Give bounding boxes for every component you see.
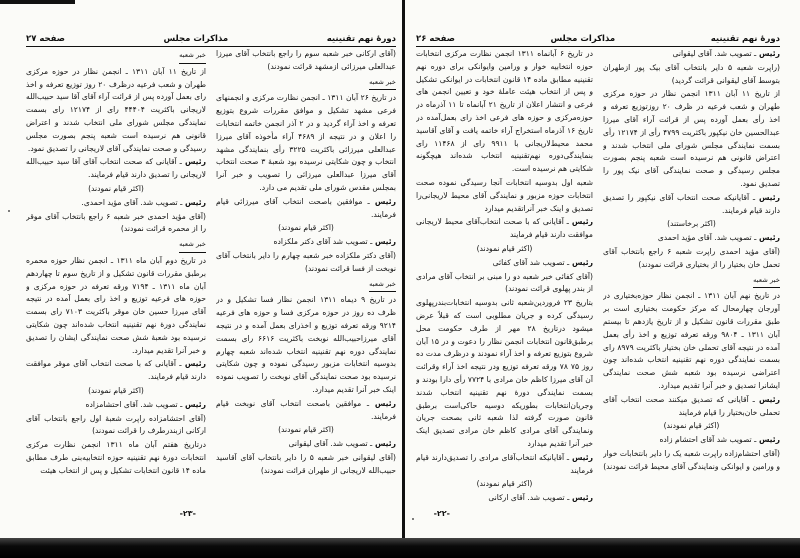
speaker-name: رئیس: [755, 192, 780, 202]
speaker-name: رئیس: [182, 197, 206, 207]
paragraph: (آقای احتشامزاده راپرت شعبهٔ اول راجع بانتخاب آقای ارکانی ازبندرطرف را قرائت نمودند): [26, 413, 206, 436]
vote-result: (اکثر قیام نمودند): [278, 223, 334, 233]
session-period: دورهٔ نهم تقنینیه: [710, 34, 780, 44]
chair-remark: رئیس ـ موافقین باصحت انتخاب آقای میرزائی قیام فرمایند.: [216, 196, 396, 219]
vote-result: (اکثر قیام نمودند): [88, 183, 144, 193]
journal-title: مذاکرات مجلس: [550, 34, 616, 44]
chair-remark: رئیس ـ تصویب شد آقای کفائی: [492, 257, 593, 267]
speaker-name: رئیس: [181, 157, 206, 167]
paragraph: در تاریخ ۹ دیماه ۱۳۱۱ انجمن نظار فسا تشکیل و در ظرف ده روز در حوزه مرکزی فسا و حوزه های فرعیه ۹۲۱۴ ورقه تعرفه توزیع و اخذرای بعمل آمده و در نتیجه آقای میرزاحبیب‌الله نوبخت باکثریت ۶۶۱۶ رای بسمت نمایندگی دوره نهم تقنینیه انتخاب شده‌اند شعبه چهارم بدوسیه انتخابات مزبور رسیدگی نموده و چون شکایتی نرسیده بود صحت نمایندگی آقای نوبخت را تصویب نموده اینک خبر آنرا تقدیم میدارد.: [216, 295, 396, 394]
page-label: صفحه ۲۶: [416, 34, 455, 44]
chair-remark: رئیس ـ تصویب شد. آقای مؤید احمدی.: [81, 197, 206, 207]
vote-result: (اکثر قیام نمودند): [476, 243, 533, 253]
paragraph: در تاریخ ۶ آبانماه ۱۳۱۱ انجمن نظارت مرکزی انتخابات حوزه انتخابیه خوار و ورامین وایوانکی برای دوره نهم تقنینیه مطابق ماده ۱۴ قانون انتخابات در ایوانکی تشکیل و پس از انتخاب هیئت عاملهٔ خود و تعیین انجمن های فرعی و انتشار اعلان از تاریخ ۲۱ آبانماه تا ۱۱ آذرماه در حوزه‌مرکزی و حوزه های فرعی اخذ رای بعمل‌آمده در تاریخ ۱۶ آذرماه استخراج آراء خاتمه یافت و آقای آقاسید محمد محیط‌لاریجانی با ۹۹۱۱ رای از ۱۱۴۶۸ رای بنمایندگی‌دوره نهم‌تقنینیه انتخاب شده‌اند هیچگونه شکایتی هم نرسیده است.: [416, 49, 593, 174]
paragraph: بتاریخ ۲۳ فروردین‌شعبه ثانی بدوسیه انتخابات‌بندرپهلوی رسیدگی کرده و جریان مطلوبی است که قبلاً عرض میشود درتاریخ ۲۸ مهر از طرف حکومت محل برطبق‌قانون انتخابات انجمن نظار را دعوت و در ۱۵ آبان شروع بتوزیع تعرفه و اخذ آراء نمودند و درظرف مدت ده روز ۷۵ ۷۸ ورقه تعرفه توزیع ودر نتیجه اخذ آراء وقرائت آن آقای میرزا کاظم خان مرادی با ۷۷۲۴ رأی دارا بودند و بسمت نمایندگی دورهٔ نهم تقنینیه انتخاب شدند وجریان‌انتخابات بطوریکه دوسیه حاکی‌است برطبق قانون صورت گرفته لذا شعبه ثانی بصحت جریان ونمایندگی آقای مرادی کاظم خان مرادی تصدیق اینک خبر آنرا تقدیم میدارد: [416, 298, 593, 448]
paragraph: در تاریخ دوم آبان ماه ۱۳۱۱ ـ انجمن نظار حوزه محمره برطبق مقررات قانون تشکیل و از تاریخ سوم تا چهاردهم آبان ماه ۱۳۱۱ ـ ۷۱۹۴ ورقه تعرفه در حوزه مرکزی و حوزه های فرعیه توزیع و اخذ رای بعمل آمده در نتیجه آقای میرزا حسین خان موقر باکثریت ۷۱۰۳ رای بسمت نمایندگی دورهٔ نهم تقنینیه انتخاب شده‌اند چون شکایتی نرسیده بود شعبهٔ شش صحت نمایندگی ایشان را تصدیق و خبر آنرا تقدیم میدارد.: [26, 255, 206, 355]
book-gutter: [402, 0, 405, 538]
paragraph: در تاریخ نهم آبان ۱۳۱۱ ـ انجمن نظار حوزه‌بختیاری در آورجان چهارمحال که مرکز حکومت بختیاری است بر طبق مقررات قانون تشکیل و از تاریخ یازدهم تا بیستم آبان ۱۳۱۱ ـ ۹۸۰۴ ورقه تعرفه توزیع و اخذ رأی بعمل آمده در نتیجه آقای تحملی خان بختیار باکثریت ۸۹۷۹ رای بسمت نمایندگی دوره نهم تقنینیه انتخاب شده‌اند چون اعتراضی نرسیده بود شعبه شش صحت نمایندگی ایشانرا تصدیق و خبر آنرا تقدیم میدارد.: [603, 291, 780, 390]
paragraph: درتاریخ هفتم آبان ماه ۱۳۱۱ انجمن نظارت مرکزی انتخابات دورهٔ نهم تقنینیه حوزه انتخابیه‌بنی طرف مطابق ماده ۱۴ قانون انتخابات تشکیل و پس از انتخاب هیئت: [26, 440, 206, 475]
speaker-name: رئیس: [756, 435, 780, 445]
section-subheading: خبر شعبه: [179, 49, 206, 64]
section-subheading: خبر شعبه: [369, 76, 396, 91]
chair-remark: رئیس ـ آقایانیکه صحت انتخاب آقای نیکپور را تصدیق دارند قیام فرمایند.: [603, 192, 780, 215]
right-page-columns: [416, 48, 780, 524]
left-page: [18, 0, 396, 538]
left-page-col-right: [216, 48, 396, 524]
paragraph: از تاریخ ۱۱ آبان ۱۳۱۱ ـ انجمن نظار در حوزه مرکزی طهران و شعب فرعیه درظرف ۲۰ روز توزیع تعرفه و اخذ رای بعمل آورده پس از قرائت آراء آقای آقا سید حبیب‌الله لاریجانی باکثریت ۴۴۴۰۴ رای از ۱۲۱۷۴ رای بسمت نمایندگی مجلس شورای ملی انتخاب شدند و اعتراض قانونی هم نرسیده است شعبه پنجم بصورت مجلس رسیدگی و صحت نمایندگی آقای لاریجانی را تصدیق نمود.: [26, 66, 206, 153]
paragraph: (آقای احتشام‌زاده راپرت شعبه یک را دایر بانتخابات خوار و ورامین و ایوانکی ونمایندگی آقای محیط قرائت نمودند): [603, 448, 780, 471]
right-page: [408, 0, 780, 538]
chair-remark: رئیس ـ موافقین باصحت انتخاب آقای نوبخت قیام فرمایند.: [216, 398, 396, 421]
speaker-name: رئیس: [756, 233, 780, 243]
right-page-col-left: [416, 48, 593, 524]
paragraph: (آقای کفائی خبر شعبه دو را مبنی بر انتخاب آقای مرادی از بندر پهلوی قرائت نمودند): [416, 271, 593, 294]
chair-remark: رئیس ـ آقایانی که تصدیق میکنند صحت انتخاب آقای تحملی خان‌بختیار را قیام فرمایند: [603, 394, 780, 417]
paragraph: (آقای دکتر ملکزاده خبر شعبه چهارم را دایر بانتخاب آقای نوبخت از فسا قرائت نمودند): [216, 250, 396, 273]
chair-remark: رئیس ـ آقایانی که با صحت انتخاب آقای موقر موافقت دارند قیام فرمایند.: [26, 359, 206, 382]
paragraph: در تاریخ ۲۶ آبان ۱۳۱۱ ـ انجمن نظارت مرکزی و انجمنهای فرعی مشهد تشکیل و موافق مقررات شروع بتوزیع تعرفه و اخذ آراء گردید و در ۲ آذر انجمن خاتمه انتخابات را اعلان و در نتیجه از ۴۶۸۹ آراء مأخوذه آقای میرزا عبدالعلی میرزائی باکثریت ۳۲۲۵ رأی بنمایندگی مشهد انتخاب و چون شکایتی نرسیده بود شعبهٔ ۳ صحت انتخاب آقای میرزا عبدالعلی میرزائی را تصویب و خبر آنرا بمجلس مقدس شورای ملی تقدیم می دارد.: [216, 93, 396, 192]
page-number: -۲۲-: [433, 509, 450, 518]
speaker-name: رئیس: [569, 493, 593, 503]
left-page-header: [26, 30, 396, 47]
page-label: صفحه ۲۷: [26, 34, 65, 44]
section-subheading: خبر شعبه: [753, 274, 780, 289]
speaker-name: رئیس: [369, 398, 396, 408]
speaker-name: رئیس: [369, 196, 396, 206]
chair-remark: رئیس ـ تصویب شد. آقای احتشامزاده: [85, 399, 206, 409]
scan-bottom-edge: [0, 538, 800, 558]
journal-title: مذاکرات مجلس: [163, 34, 229, 44]
paragraph: (آقای مؤید احمدی خبر شعبه ۶ راجع بانتخاب آقای موقر را از محمره قرائت نمودند): [26, 211, 206, 234]
paragraph: (آقای مؤید احمدی راپرت شعبه ۶ راجع بانتخاب آقای تحمل خان بختیار را از بختیاری قرائت نمودند): [603, 246, 780, 269]
vote-result: (اکثر قیام نمودند): [278, 425, 334, 435]
speaker-name: رئیس: [182, 399, 206, 409]
paragraph: (راپرت شعبه ۵ دایر بانتخاب آقای بیک پور ازطهران بتوسط آقای لیقوانی قرائت گردید): [603, 62, 780, 85]
chair-remark: رئیس ـ تصویب شد. آقای لیقوانی: [672, 49, 780, 58]
section-subheading: خبر شعبه: [179, 238, 206, 253]
speaker-name: رئیس: [181, 359, 206, 369]
speaker-name: رئیس: [569, 257, 593, 267]
scan-speck: [8, 210, 10, 212]
chair-remark: رئیس ـ تصویب شد. آقای لیقوانی: [288, 439, 396, 449]
scan-speck: [412, 518, 414, 520]
speaker-name: رئیس: [756, 49, 780, 58]
vote-result: (اکثر قیام نمودند): [476, 479, 533, 489]
paragraph: از تاریخ ۱۱ آبان ۱۳۱۱ انجمن نظار در حوزه مرکزی طهران و شعب فرعیه در ظرف ۲۰ روزتوزیع تعرفه و اخذ رأی بعمل آورده پس از قرائت آراء آقای میرزا عبدالحسین خان نیکپور باکثریت ۴۷۹۹ رأی از ۱۲۱۷۴ رأی بسمت نمایندگی مجلس شورای ملی انتخاب شدند و اعتراض قانونی هم نرسیده است شعبه پنجم بصورت مجلس رسیدگی و صحت نمایندگی آقای نیک پور را تصدیق نمود.: [603, 89, 780, 188]
speaker-name: رئیس: [372, 237, 396, 247]
page-number: -۲۳-: [179, 509, 196, 518]
speaker-name: رئیس: [372, 439, 396, 449]
right-page-col-right: [603, 48, 780, 524]
chair-remark: رئیس ـ آقایانیکه انتخاب‌آقای مرادی را تصدیق‌دارند قیام فرمایند: [416, 452, 593, 475]
right-page-header: [416, 30, 780, 47]
chair-remark: رئیس ـ تصویب شد آقای دکتر ملکزاده: [273, 237, 396, 247]
paragraph: شعبه اول بدوسیه انتخابات آنجا رسیدگی نموده صحت انتخابات حوزه مزبور و نمایندگی آقای محیط لاریجانی‌را تصدیق و اینک خبر آنراتقدیم میدارد: [416, 177, 593, 213]
vote-result: (اکثر قیام نمودند): [88, 385, 144, 395]
left-page-columns: [26, 48, 396, 524]
section-subheading: خبر شعبه: [369, 278, 396, 293]
chair-remark: رئیس ـ تصویب شد. آقای ارکانی: [488, 493, 593, 503]
speaker-name: رئیس: [754, 394, 780, 404]
speaker-name: رئیس: [569, 452, 593, 462]
chair-remark: رئیس ـ تصویب شد. آقای مؤید احمدی: [657, 233, 780, 243]
paragraph: (آقای لیقوانی خبر شعبه ۵ را دایر بانتخاب آقای آقاسید حبیب‌الله لاریجانی از طهران قرائت نمودند): [216, 452, 396, 475]
vote-result: (اکثر قیام نمودند): [663, 421, 720, 431]
paragraph: (آقای ارکانی خبر شعبه سوم را راجع بانتخاب آقای میرزا عبدالعلی میرزائی ازمشهد قرائت نمودند): [216, 49, 396, 71]
chair-remark: رئیس ـ آقایانی که با صحت انتخاب‌آقای محیط لاریجانی موافقت دارند قیام فرمایند: [416, 217, 593, 240]
left-page-col-left: [26, 48, 206, 524]
chair-remark: رئیس ـ تصویب شد آقای احتشام زاده: [659, 435, 780, 445]
vote-result: (اکثر برخاستند): [667, 219, 716, 229]
session-period: دورهٔ نهم تقنینیه: [326, 34, 396, 44]
speaker-name: رئیس: [568, 217, 593, 227]
chair-remark: رئیس ـ آقایانی که صحت انتخاب آقای آقا سید حبیب‌الله لاریجانی را تصدیق دارند قیام فرمایند.: [26, 157, 206, 180]
